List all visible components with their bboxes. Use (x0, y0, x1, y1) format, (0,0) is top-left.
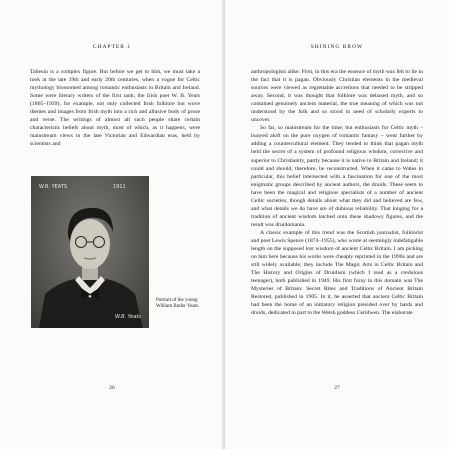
photo-caption: Portrait of the young William Butler Yeats. (156, 298, 200, 310)
photo-signature: W.B. Yeats (115, 314, 141, 320)
left-body-text (30, 68, 200, 148)
paragraph: anthropologists alike. First, in this era the essence of myth was felt to lie in the fact that it is pagan. Obviously Christian elements in the medieval sources were viewed as regrettable accretions that needed to be stripped away. Second, it was thought that folklore was debased myth, and so contained genuinely ancient material, the true meaning of which was not understood by the folk and so stood in need of scholarly experts to uncover. (251, 69, 423, 124)
right-page (225, 0, 449, 449)
paragraph: Taliesin is a complex figure. But before we get to him, we must take a look at the late 19th and early 20th centuries, when a vogue for Celtic mythology blossomed among romantic enthusiasts in Britain and Ireland. Some were literary writers of the first rank; the Irish poet W. B. Yeats (1865–1939), for example, not only collected Irish folklore but wove themes and images from Irish myth into a rich and allusive body of prose and verse. The writings of almost all such people share certain characteristic beliefs about myth, most of which, as it happens, were mainstream views in the late Victorian and Edwardian eras, held by scientists and (30, 69, 200, 148)
running-head-right: SHINING BROW (310, 44, 364, 50)
left-page (0, 0, 224, 449)
photo-inscription-right: 1911 (113, 184, 126, 190)
running-head-left: CHAPTER 1 (92, 44, 132, 50)
portrait-illustration (31, 176, 149, 328)
folio-left: 26 (109, 385, 115, 391)
paragraph: So far, so mainstream for the time; but enthusiasts for Celtic myth – buoyed aloft on the pure oxygen of romantic fantasy – went further by adding a countercultural element. They tended to think that pagan myth held the secret of a system of profound religious wisdom, corrective and superior to Christianity, partly because it is native to Britain and Ireland; it could and should, therefore, be reconstructed. When it came to Wales in particular, this belief intersected with a fascination for one of the most enigmatic groups described by ancient authors, the druids. These seem to have been the magical and religious specialists of a number of ancient Celtic societies, though details about what they did and believed are few, and what details we do have are of dubious reliability. That longing for a tradition of ancient wisdom latched onto these shadowy figures, and the result was druidomania. (251, 125, 423, 228)
yeats-portrait-photo (31, 176, 149, 328)
folio-right: 27 (334, 385, 340, 391)
right-body-text (251, 68, 423, 317)
paragraph: A classic example of this trend was the Scottish journalist, folklorist and poet Lewis Spence (1874–1955), who wrote at seemingly indefatigable length on the supposed lost wisdom of ancient Celtic Britain. I am picking on him here because his works were cheaply reprinted in the 1990s and are still widely available; they include The Magic Arts in Celtic Britain and The History and Origins of Druidism (which I read as a credulous teenager), both published in 1949. His first foray in this domain was The Mysteries of Britain: Secret Rites and Traditions of Ancient Britain Restored, published in 1905. In it, he asserted that ancient Celtic Britain had been the home of an initiatory religion presided over by bards and druids, dedicated in part to the Welsh goddess Ceridwen. The elaborate (251, 229, 423, 317)
photo-inscription-left: W.B. YEATS (39, 184, 68, 190)
